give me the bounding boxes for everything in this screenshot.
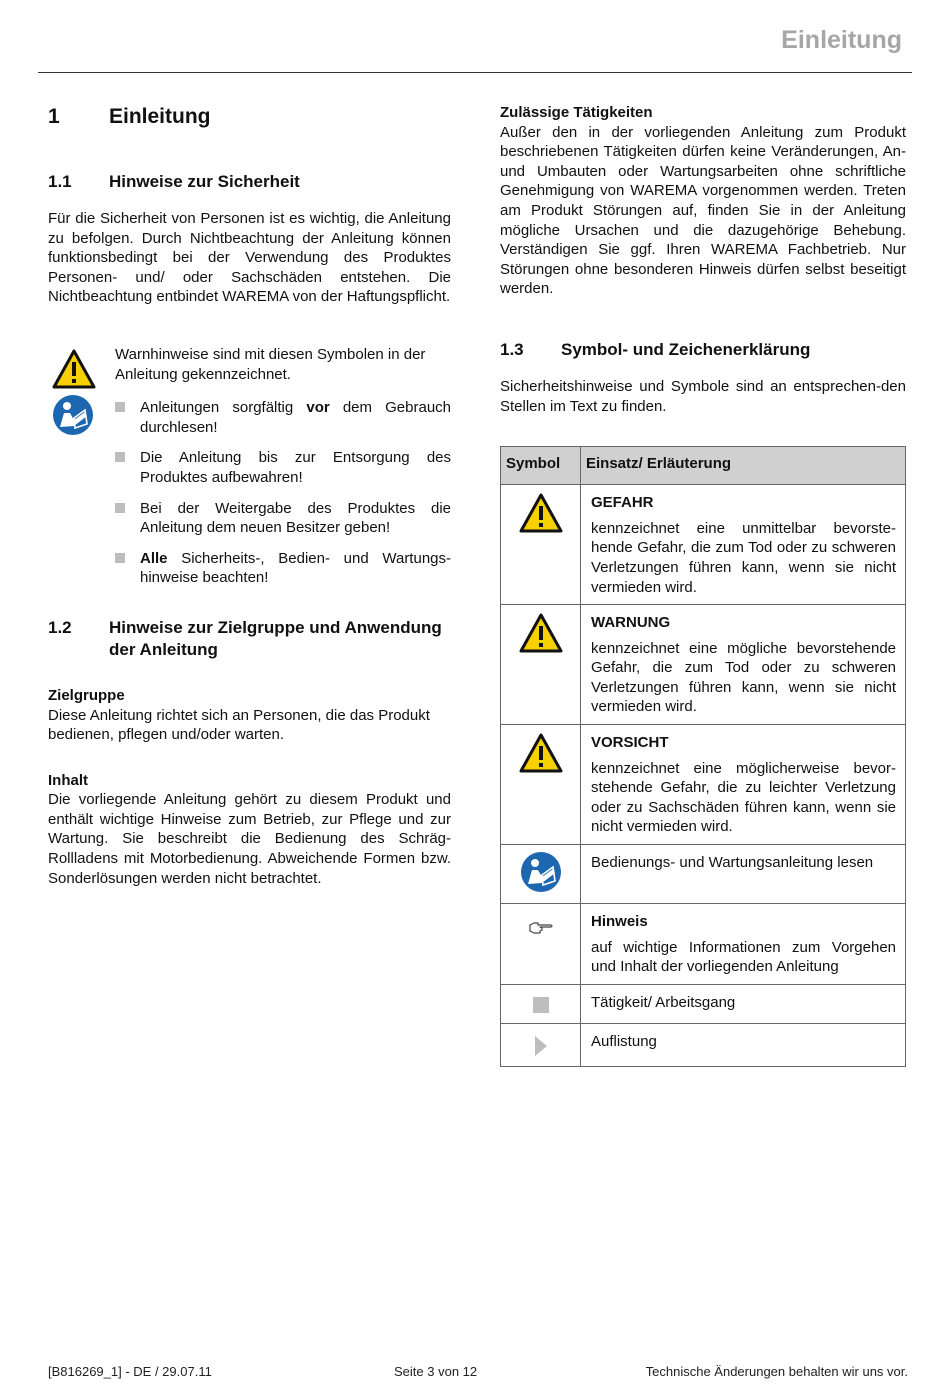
symbol-cell <box>501 984 581 1023</box>
column-header-symbol: Symbol <box>501 447 581 485</box>
row-text: auf wichtige Informationen zum Vorgehen und Inhalt der vorliegenden Anleitung <box>591 938 896 976</box>
row-text: Auflistung <box>591 1032 657 1050</box>
grey-square-icon <box>533 997 549 1013</box>
section-number: 1.2 <box>48 617 72 637</box>
section-1-heading <box>48 105 451 129</box>
section-number: 1.1 <box>48 172 72 191</box>
header-divider <box>38 72 912 73</box>
zielgruppe-title: Zielgruppe <box>48 686 125 704</box>
table-header-row <box>501 447 906 485</box>
table-row <box>501 605 906 725</box>
read-manual-icon <box>520 851 562 893</box>
list-item: Anleitungen sorgfältig vor dem Gebrauch durchlesen! <box>115 398 451 437</box>
section-title: Symbol- und Zeichenerklärung <box>561 339 811 359</box>
section-title: Hinweise zur Zielgruppe und Anwendung der Anleitung <box>109 617 442 659</box>
warning-triangle-icon <box>519 493 563 533</box>
zielgruppe-text: Diese Anleitung richtet sich an Personen, die das Produkt bedienen, pflegen und/oder warten. <box>48 706 430 744</box>
section-1-1-heading <box>48 171 451 193</box>
explanation-cell <box>581 904 906 985</box>
table-row <box>501 845 906 904</box>
read-manual-icon <box>52 394 94 441</box>
row-text: Bedienungs- und Wartungsanleitung lesen <box>591 854 874 872</box>
list-item: Bei der Weitergabe des Produktes die Anleitung dem neuen Besitzer geben! <box>115 499 451 538</box>
warning-triangle-icon <box>519 613 563 653</box>
section-title: Hinweise zur Sicherheit <box>109 172 300 191</box>
explanation-cell <box>581 845 906 904</box>
row-text: kennzeichnet eine unmittelbar bevorste-hende Gefahr, die zum Tod oder zu schweren Verletzungen führen kann, wenn sie nicht vermieden wird. <box>591 519 896 596</box>
inhalt-title: Inhalt <box>48 771 88 789</box>
section-1-3-heading <box>500 339 906 361</box>
footer-disclaimer: Technische Änderungen behalten wir uns vor. <box>645 1364 908 1379</box>
safety-paragraph: Für die Sicherheit von Personen ist es wichtig, die Anleitung zu befolgen. Durch Nichtbeachtung der Anleitung können funktionsbedingt bei der Verwendung des Produktes Personen- und/ oder Sachschäden entstehen. Die Nichtbeachtung entbindet WAREMA von der Haftungspflicht. <box>48 210 451 306</box>
safety-bullet-list <box>115 398 451 588</box>
section-number: 1 <box>48 105 60 128</box>
section-1-2-heading <box>48 617 451 661</box>
symbol-table <box>500 446 906 1067</box>
table-row <box>501 984 906 1023</box>
symbol-cell <box>501 1023 581 1066</box>
footer-document-id: [B816269_1] - DE / 29.07.11 <box>48 1364 212 1379</box>
symbol-cell <box>501 904 581 985</box>
row-title: WARNUNG <box>591 614 671 632</box>
section-number: 1.3 <box>500 339 524 359</box>
table-row <box>501 904 906 985</box>
right-column <box>500 103 906 1067</box>
row-title: VORSICHT <box>591 734 669 752</box>
table-row <box>501 1023 906 1066</box>
footer-page-number: Seite 3 von 12 <box>394 1364 478 1379</box>
explanation-cell <box>581 984 906 1023</box>
column-header-use: Einsatz/ Erläuterung <box>581 447 906 485</box>
grey-square-icon <box>115 402 125 412</box>
explanation-cell <box>581 1023 906 1066</box>
symbol-cell <box>501 485 581 605</box>
row-title: Hinweis <box>591 913 648 931</box>
symbol-cell <box>501 725 581 845</box>
page-header-title: Einleitung <box>781 26 902 54</box>
warning-triangle-icon <box>519 733 563 773</box>
pointing-hand-icon <box>528 920 554 936</box>
grey-square-icon <box>115 553 125 563</box>
zulaessige-taetigkeiten-title: Zulässige Tätigkeiten <box>500 104 653 121</box>
zulaessige-taetigkeiten-text: Außer den in der vorliegenden Anleitung zum Produkt beschriebenen Tätigkeiten dürfen keine Veränderungen, An- und Umbauten oder Wartungsarbeiten ohne schriftliche Genehmigung von WAREMA vorgenommen werden. Treten am Produkt Störungen auf, finden Sie in der Anleitung mögliche Ursachen und die dazugehörige Behebung. Verständigen Sie ggf. Ihren WAREMA Fachbetrieb. Nur Störungen ohne besonderen Hinweis dürfen selbst beseitigt werden. <box>500 123 906 298</box>
list-item: Alle Sicherheits-, Bedien- und Wartungs-hinweise beachten! <box>115 549 451 588</box>
warning-notice-block <box>48 345 451 588</box>
table-row <box>501 725 906 845</box>
grey-triangle-icon <box>535 1036 547 1056</box>
list-item: Die Anleitung bis zur Entsorgung des Produktes aufbewahren! <box>115 448 451 487</box>
row-text: Tätigkeit/ Arbeitsgang <box>591 993 736 1011</box>
symbols-intro-text: Sicherheitshinweise und Symbole sind an entsprechen-den Stellen im Text zu finden. <box>500 377 906 415</box>
grey-square-icon <box>115 452 125 462</box>
grey-square-icon <box>115 503 125 513</box>
row-text: kennzeichnet eine möglicherweise bevor-stehende Gefahr, die zu leichter Verletzung oder zu Sachschäden führen kann, wenn sie nicht vermieden wird. <box>591 759 896 836</box>
symbol-cell <box>501 845 581 904</box>
table-row <box>501 485 906 605</box>
explanation-cell <box>581 485 906 605</box>
explanation-cell <box>581 605 906 725</box>
warning-notice-text: Warnhinweise sind mit diesen Symbolen in der Anleitung gekennzeichnet. <box>115 345 426 383</box>
section-title: Einleitung <box>109 105 211 128</box>
warning-triangle-icon <box>52 349 96 394</box>
row-title: GEFAHR <box>591 494 654 512</box>
inhalt-text: Die vorliegende Anleitung gehört zu diesem Produkt und enthält wichtige Hinweise zum Betrieb, zur Pflege und zur Wartung. Sie beschreibt die Bedienung des Schräg-Rollladens mit Motorbedienung. Abweichende Formen bzw. Sonderlösungen werden nicht betrachtet. <box>48 791 451 887</box>
left-column <box>48 105 451 888</box>
symbol-cell <box>501 605 581 725</box>
row-text: kennzeichnet eine mögliche bevorstehende Gefahr, die zum Tod oder zu schweren Verletzungen führen kann, wenn sie nicht vermieden wird. <box>591 639 896 716</box>
explanation-cell <box>581 725 906 845</box>
